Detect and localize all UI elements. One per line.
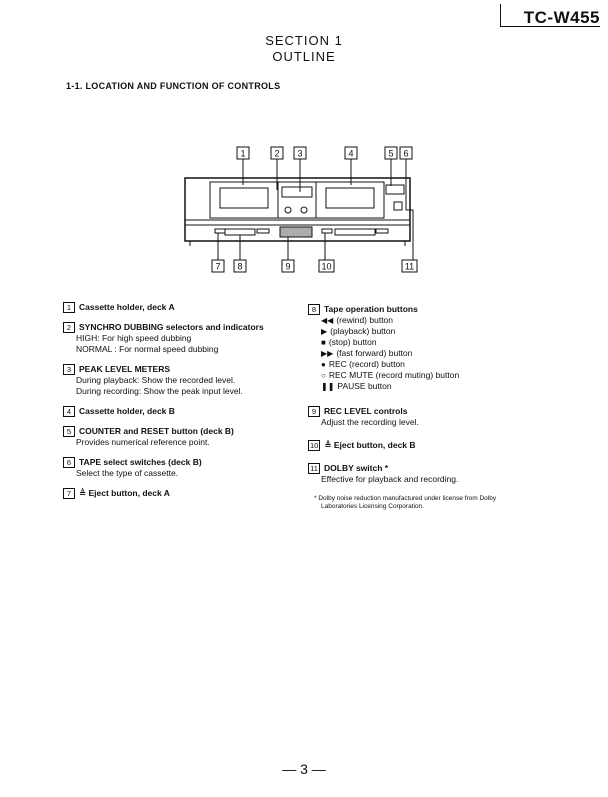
item-title: ≜ Eject button, deck B (324, 440, 416, 450)
button-desc: (rewind) button (336, 315, 394, 325)
footnote-line: * Dolby noise reduction manufactured under license from Dolby (314, 495, 497, 502)
item-3 (63, 364, 303, 397)
item-title: SYNCHRO DUBBING selectors and indicators (79, 322, 264, 332)
button-desc: (playback) button (330, 326, 396, 336)
button-desc: PAUSE button (337, 381, 392, 391)
item-number: 6 (63, 457, 75, 468)
button-desc: REC (record) button (328, 359, 405, 369)
item-8 (308, 304, 603, 392)
callout-top-4-label: 4 (348, 148, 354, 159)
section-number: SECTION 1 (265, 33, 343, 48)
item-10 (308, 440, 603, 451)
item-11 (308, 463, 603, 485)
fast-forward-icon: ▶▶ (321, 349, 334, 358)
item-4 (63, 406, 303, 417)
button-desc: (fast forward) button (336, 348, 413, 358)
item-title: COUNTER and RESET button (deck B) (79, 426, 234, 436)
callout-top-1-label: 1 (240, 148, 246, 159)
pause-icon: ❚❚ (321, 382, 335, 391)
item-title: Tape operation buttons (324, 304, 418, 314)
item-5 (63, 426, 303, 448)
item-number: 7 (63, 488, 75, 499)
item-number: 2 (63, 322, 75, 333)
page-number: — 3 — (282, 761, 326, 777)
button-desc: (stop) button (328, 337, 377, 347)
item-2 (63, 322, 303, 355)
item-number: 4 (63, 406, 75, 417)
item-number: 9 (308, 406, 320, 417)
item-desc: HIGH: For high speed dubbing (76, 333, 192, 343)
record-icon: ● (321, 360, 326, 369)
button-desc: REC MUTE (record muting) button (328, 370, 460, 380)
callout-top-5-label: 5 (388, 148, 394, 159)
right-column (308, 304, 603, 511)
callout-bottom-7-label: 7 (215, 261, 221, 272)
left-column (63, 302, 303, 508)
item-number: 11 (308, 463, 320, 474)
callout-top-2-label: 2 (274, 148, 280, 159)
item-number: 3 (63, 364, 75, 375)
item-desc: During recording: Show the peak input level. (76, 386, 243, 396)
callout-bottom-8-label: 8 (237, 261, 243, 272)
item-9 (308, 406, 603, 428)
callout-bottom-10-label: 10 (321, 261, 332, 272)
header-rule-vertical (500, 4, 501, 26)
section-title: OUTLINE (272, 49, 336, 64)
item-desc: Provides numerical reference point. (76, 437, 210, 447)
rewind-icon: ◀◀ (321, 316, 334, 325)
stop-icon: ■ (321, 338, 326, 347)
callout-top-3-label: 3 (297, 148, 303, 159)
footnote (308, 495, 603, 511)
item-6 (63, 457, 303, 479)
play-icon: ▶ (321, 327, 328, 336)
item-title: DOLBY switch * (324, 463, 389, 473)
item-title: ≜ Eject button, deck A (79, 488, 170, 498)
device-front-panel-illustration (180, 140, 430, 280)
item-number: 1 (63, 302, 75, 313)
callout-top-6-label: 6 (403, 148, 409, 159)
item-number: 10 (310, 441, 319, 450)
callout-bottom-11-label: 11 (404, 261, 415, 272)
item-desc: Adjust the recording level. (321, 417, 419, 427)
item-desc: During playback: Show the recorded level. (76, 375, 236, 385)
item-title: TAPE select switches (deck B) (79, 457, 202, 467)
rec-mute-icon: ○ (321, 371, 326, 380)
item-number: 8 (308, 304, 320, 315)
callout-bottom-9-label: 9 (285, 261, 291, 272)
item-title: Cassette holder, deck A (79, 302, 175, 312)
item-desc: Select the type of cassette. (76, 468, 179, 478)
item-title: Cassette holder, deck B (79, 406, 175, 416)
item-1 (63, 302, 303, 313)
model-name: TC-W455 (523, 8, 600, 27)
footnote-line: Laboratories Licensing Corporation. (321, 503, 424, 510)
item-desc: NORMAL : For normal speed dubbing (76, 344, 219, 354)
item-title: REC LEVEL controls (324, 406, 408, 416)
item-7 (63, 488, 303, 499)
subsection-title: 1-1. LOCATION AND FUNCTION OF CONTROLS (66, 81, 281, 91)
item-number: 5 (63, 426, 75, 437)
item-title: PEAK LEVEL METERS (79, 364, 170, 374)
item-desc: Effective for playback and recording. (321, 474, 459, 484)
